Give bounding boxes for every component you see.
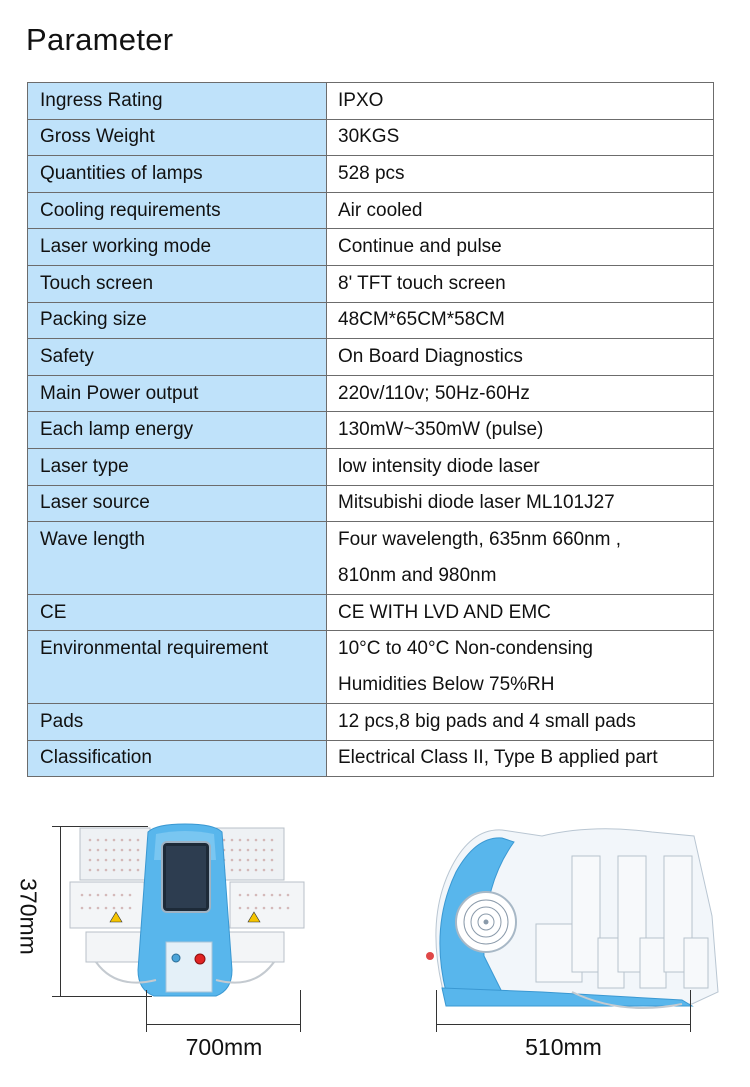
row-label: Ingress Rating [28, 83, 327, 120]
table-row [28, 339, 714, 376]
row-label: Safety [28, 339, 327, 376]
row-value: 30KGS [327, 119, 714, 156]
row-value [327, 522, 714, 595]
table-row [28, 229, 714, 266]
table-row [28, 594, 714, 631]
side-depth-label: 510mm [525, 1034, 602, 1060]
row-value: 220v/110v; 50Hz-60Hz [327, 375, 714, 412]
row-value: Mitsubishi diode laser ML101J27 [327, 485, 714, 522]
row-label: Quantities of lamps [28, 156, 327, 193]
row-value: low intensity diode laser [327, 448, 714, 485]
row-value: 48CM*65CM*58CM [327, 302, 714, 339]
height-dimension-label: 370mm [15, 878, 42, 955]
row-value-line2: Humidities Below 75%RH [338, 674, 555, 696]
height-dimension-vertical-line [60, 826, 61, 996]
height-dimension-top-line [52, 826, 148, 827]
side-depth-line [436, 1024, 691, 1025]
row-value: 8' TFT touch screen [327, 265, 714, 302]
front-width-label: 700mm [185, 1034, 263, 1060]
row-value-line1: 10°C to 40°C Non-condensing [338, 638, 593, 660]
side-depth-left-tick [436, 990, 437, 1032]
table-row [28, 265, 714, 302]
row-label: CE [28, 594, 327, 631]
row-label: Laser type [28, 448, 327, 485]
table-row [28, 375, 714, 412]
table-row [28, 631, 714, 704]
page-title: Parameter [26, 22, 174, 57]
row-label: Main Power output [28, 375, 327, 412]
table-row [28, 522, 714, 595]
row-value: IPXO [327, 83, 714, 120]
front-width-line [146, 1024, 301, 1025]
row-value-line1: Four wavelength, 635nm 660nm , [338, 528, 622, 550]
row-label: Environmental requirement [28, 631, 327, 704]
row-label: Wave length [28, 522, 327, 595]
row-label: Gross Weight [28, 119, 327, 156]
table-row [28, 412, 714, 449]
row-value: Electrical Class II, Type B applied part [327, 740, 714, 777]
row-value: Continue and pulse [327, 229, 714, 266]
device-body [138, 824, 232, 996]
row-label: Classification [28, 740, 327, 777]
front-width-right-tick [300, 990, 301, 1032]
table-row [28, 448, 714, 485]
table-row [28, 485, 714, 522]
front-width-left-tick [146, 990, 147, 1032]
row-value: 528 pcs [327, 156, 714, 193]
row-label: Pads [28, 703, 327, 740]
table-row [28, 703, 714, 740]
row-value: On Board Diagnostics [327, 339, 714, 376]
row-label: Packing size [28, 302, 327, 339]
row-label: Laser working mode [28, 229, 327, 266]
side-depth-right-tick [690, 990, 691, 1032]
row-value [327, 631, 714, 704]
device-front-view [56, 820, 314, 1020]
left-laser-pads [70, 828, 150, 962]
row-value: 130mW~350mW (pulse) [327, 412, 714, 449]
height-dimension-bottom-line [52, 996, 152, 997]
table-row [28, 302, 714, 339]
device-side-view [422, 816, 722, 1020]
row-label: Cooling requirements [28, 192, 327, 229]
row-label: Each lamp energy [28, 412, 327, 449]
table-row [28, 156, 714, 193]
parameter-table [27, 82, 714, 777]
table-row [28, 192, 714, 229]
row-value: 12 pcs,8 big pads and 4 small pads [327, 703, 714, 740]
row-value: Air cooled [327, 192, 714, 229]
table-row [28, 83, 714, 120]
row-label: Laser source [28, 485, 327, 522]
table-row [28, 740, 714, 777]
row-label: Touch screen [28, 265, 327, 302]
row-value: CE WITH LVD AND EMC [327, 594, 714, 631]
row-value-line2: 810nm and 980nm [338, 564, 497, 586]
table-row [28, 119, 714, 156]
